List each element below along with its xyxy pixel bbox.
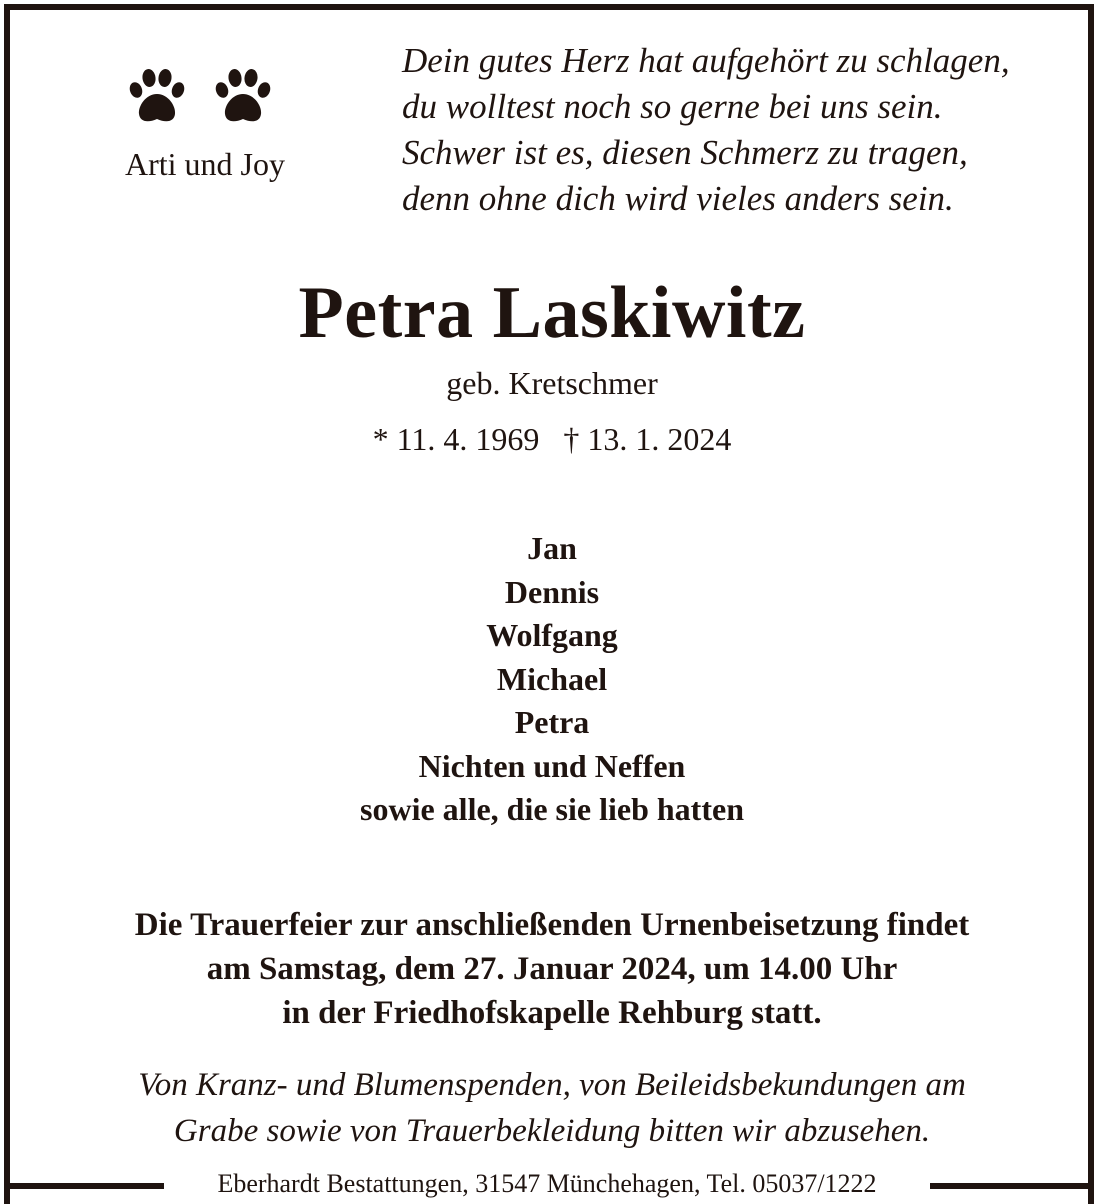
footer-rule-right bbox=[930, 1183, 1094, 1189]
mourner: Petra bbox=[514, 704, 590, 740]
poem-line: Schwer ist es, diesen Schmerz zu tragen, bbox=[402, 133, 968, 172]
paw-prints bbox=[126, 68, 276, 132]
ceremony-line: in der Friedhofskapelle Rehburg statt. bbox=[282, 995, 822, 1031]
life-dates: * 11. 4. 1969 † 13. 1. 2024 bbox=[372, 421, 732, 457]
condolence-request bbox=[0, 1062, 1104, 1154]
mourners-list bbox=[0, 527, 1104, 832]
footer-rule-left bbox=[4, 1183, 164, 1189]
mourner: Dennis bbox=[504, 573, 600, 610]
funeral-home-footer: Eberhardt Bestattungen, 31547 Münchehagen, Tel. 05037/1222 bbox=[164, 1168, 930, 1200]
paw-print-icon bbox=[212, 68, 274, 128]
poem-line: Dein gutes Herz hat aufgehört zu schlagen, bbox=[402, 41, 1010, 80]
poem bbox=[402, 38, 1082, 222]
ceremony-line: am Samstag, dem 27. Januar 2024, um 14.00 Uhr bbox=[206, 951, 898, 987]
poem-line: du wolltest noch so gerne bei uns sein. bbox=[402, 87, 943, 126]
mourner: Wolfgang bbox=[486, 617, 618, 653]
mourner: Nichten und Neffen bbox=[418, 747, 686, 784]
paw-print-icon bbox=[126, 68, 188, 128]
ceremony-info bbox=[0, 903, 1104, 1035]
mourner: Michael bbox=[496, 660, 608, 697]
maiden-name: geb. Kretschmer bbox=[446, 365, 658, 401]
request-line: Grabe sowie von Trauerbekleidung bitten wir abzusehen. bbox=[173, 1113, 931, 1149]
mourner: sowie alle, die sie lieb hatten bbox=[360, 791, 744, 827]
mourner: Jan bbox=[527, 530, 577, 566]
ceremony-line: Die Trauerfeier zur anschließenden Urnenbeisetzung findet bbox=[134, 907, 970, 943]
pets-label: Arti und Joy bbox=[125, 146, 285, 182]
poem-line: denn ohne dich wird vieles anders sein. bbox=[402, 179, 954, 218]
deceased-name: Petra Laskiwitz bbox=[298, 272, 806, 354]
request-line: Von Kranz- und Blumenspenden, von Beileidsbekundungen am bbox=[138, 1067, 966, 1103]
